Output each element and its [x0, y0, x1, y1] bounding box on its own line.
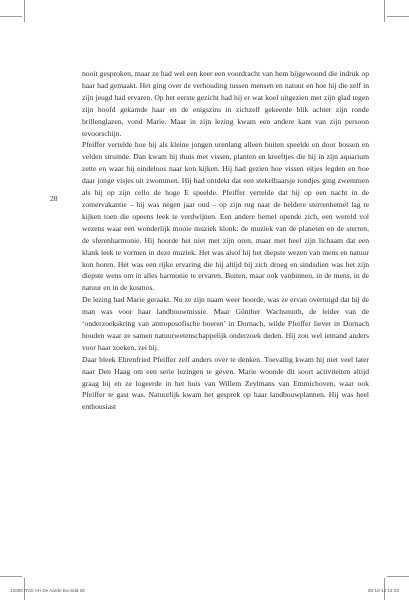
crop-mark: [0, 576, 22, 577]
paragraph: De lezing had Marie geraakt. Nu ze zijn naam weer hoorde, was ze ervan overtuigd dat hij de man was voor haar landbouwmissie. Maar Günther Wachsmuth, de leider van de ‘onderzoekskring van antroposofische boeren’ in Dornach, wilde Pfeiffer liever in Dornach houden waar ze samen natuurwetenschappelijk onderzoek deden. Hij zou wel iemand anders voor haar zoeken, zei hij.: [82, 295, 369, 352]
slug-filename: 12086 RVD AH De Aarde bw.indd 28: [10, 588, 85, 593]
crop-mark: [384, 0, 385, 22]
paragraph: Daar bleek Ehrenfried Pfeiffer zelf anders over te denken. Toevallig kwam hij niet veel later naar Den Haag om een serie lezingen te geven. Marie woonde dit soort activiteiten altijd graag bij en ze logeerde in het huis van Willem Zeylmans van Emmichoven, waar ook Pfeiffer te gast was. Natuurlijk kwam het gesprek op haar landbouwplannen. Hij was heel enthousiast: [82, 354, 369, 412]
paragraph: Pfeiffer vertelde hoe hij als kleine jongen urenlang alleen buiten speelde en door bossen en velden struinde. Dan kwam hij thuis met vissen, planten en kreeftjes die hij in zijn aquarium zette en waar hij eindeloos naar kon kijken. Hij had gezien hoe vissen eitjes legden en hoe daar jonge visjes uit zwommen. Hij had ontdekt dat een stekelbaarsje rondjes ging zwemmen als hij op zijn cello de hoge E speelde. Pfeiffer vertelde dat hij op een nacht in de zomervakantie – hij was negen jaar oud – op zijn rug naar de heldere sterrenhemel lag te kijken toen die opeens leek te verdwijnen. Een andere hemel opende zich, een wereld vol wezens waar een wonderlijk mooie muziek klonk: de muziek van de planeten en de sterren, de sferenharmonie. Hij hoorde het niet met zijn oren, maar met heel zijn lichaam dat een klank leek te vormen in deze muziek. Het was alsof hij het diepste wezen van mens en natuur kon horen. Het was een rijke ervaring die hij altijd bij zich droeg en sindsdien was het zijn diepste wens om in alles harmonie te ervaren. Buiten, maar ook vanbinnen, in de mens, in de natuur en in de kosmos.: [82, 140, 369, 293]
paragraph: nooit gesproken, maar ze had wel een keer een voordracht van hem bijgewoond die indruk op haar had gemaakt. Het ging over de verhouding tussen mensen en natuur en hoe hij die zelf in zijn jeugd had ervaren. Op het eerste gezicht had hij er wat koel uitgezien met zijn glad tegen zijn hoofd gekamde haar en de enigszins in zichzelf gekeerde blik achter zijn ronde brillenglazen, vond Marie. Maar in zijn lezing kwam een andere kant van zijn persoon tevoorschijn.: [82, 69, 369, 138]
crop-mark: [0, 16, 22, 17]
slug-date: 08-10-12 14:03: [367, 588, 399, 593]
page-number: 28: [50, 194, 58, 203]
crop-mark: [387, 576, 409, 577]
crop-mark: [387, 16, 409, 17]
body-text: [82, 68, 369, 413]
crop-mark: [24, 0, 25, 22]
